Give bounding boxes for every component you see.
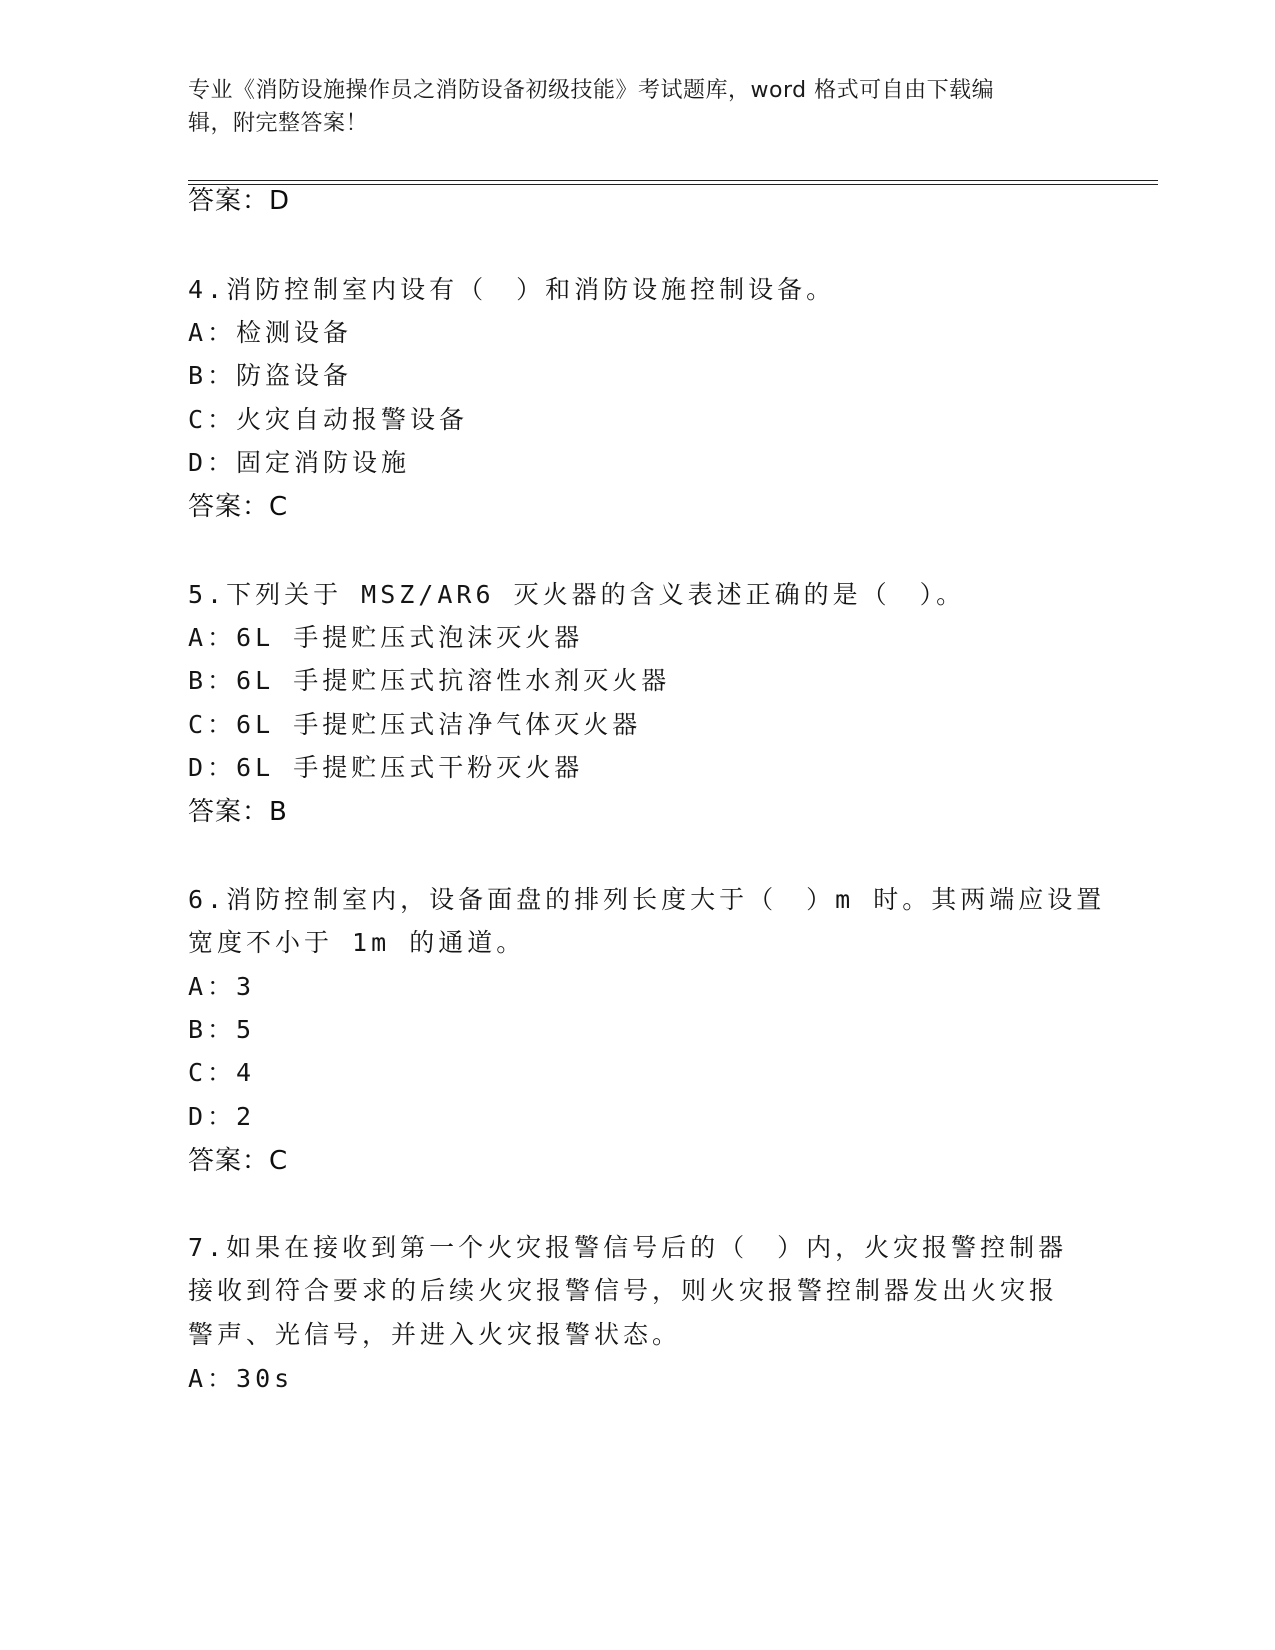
question-stem: 4.消防控制室内设有（ ）和消防设施控制设备。 xyxy=(188,275,836,304)
option-b: B：6L 手提贮压式抗溶性水剂灭火器 xyxy=(188,666,671,695)
answer: 答案：C xyxy=(188,1146,289,1176)
option-c: C：4 xyxy=(188,1058,256,1087)
question-stem-line-2: 接收到符合要求的后续火灾报警信号，则火灾报警控制器发出火灾报 xyxy=(188,1276,1059,1305)
option-d: D：固定消防设施 xyxy=(188,448,411,477)
question-stem-line-2: 宽度不小于 1m 的通道。 xyxy=(188,928,526,957)
question-stem-line-3: 警声、光信号，并进入火灾报警状态。 xyxy=(188,1320,682,1349)
header-divider-bottom xyxy=(188,184,1158,185)
header-line-2: 辑，附完整答案！ xyxy=(188,111,369,136)
option-d: D：2 xyxy=(188,1102,256,1131)
option-a: A：3 xyxy=(188,972,256,1001)
answer: 答案：C xyxy=(188,492,289,522)
option-b: B：5 xyxy=(188,1015,256,1044)
question-stem-line-1: 7.如果在接收到第一个火灾报警信号后的（ ）内，火灾报警控制器 xyxy=(188,1233,1068,1262)
answer-previous: 答案：D xyxy=(188,186,291,216)
answer: 答案：B xyxy=(188,797,288,827)
option-a: A：30s xyxy=(188,1364,294,1393)
document-header xyxy=(188,74,1068,140)
question-stem: 5.下列关于 MSZ/AR6 灭火器的含义表述正确的是（ ）。 xyxy=(188,580,966,609)
option-a: A：6L 手提贮压式泡沫灭火器 xyxy=(188,623,584,652)
header-line-1: 专业《消防设施操作员之消防设备初级技能》考试题库，word 格式可自由下载编 xyxy=(188,78,995,103)
header-divider-top xyxy=(188,180,1158,181)
option-b: B：防盗设备 xyxy=(188,361,353,390)
option-c: C：6L 手提贮压式洁净气体灭火器 xyxy=(188,710,642,739)
option-a: A：检测设备 xyxy=(188,318,353,347)
option-c: C：火灾自动报警设备 xyxy=(188,405,469,434)
question-stem-line-1: 6.消防控制室内，设备面盘的排列长度大于（ ）m 时。其两端应设置 xyxy=(188,885,1106,914)
option-d: D：6L 手提贮压式干粉灭火器 xyxy=(188,753,584,782)
